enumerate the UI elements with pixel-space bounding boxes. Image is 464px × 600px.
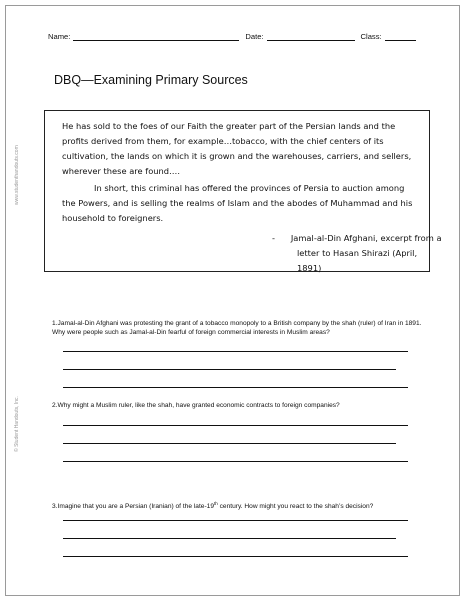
answer-line[interactable] [63, 351, 408, 352]
name-field[interactable] [73, 32, 239, 41]
class-label: Class: [360, 32, 382, 41]
ordinal-superscript: th [214, 501, 218, 506]
side-copyright-text: © Student Handouts, Inc. [14, 396, 20, 452]
attribution-line-1: - Jamal-al-Din Afghani, excerpt from a [272, 233, 442, 243]
question-text-end: century. How might you react to the shah’s decision? [217, 503, 374, 511]
date-field[interactable] [267, 32, 355, 41]
source-attribution [272, 231, 442, 276]
source-paragraph-2: In short, this criminal has offered the provinces of Persia to auction among the Powers, and is selling the realms of Islam and the abodes of Muhammad and his household to foreigners. [62, 183, 413, 223]
answer-line[interactable] [63, 425, 408, 426]
question-number: 3. [52, 503, 58, 511]
source-paragraph-1: He has sold to the foes of our Faith the greater part of the Persian lands and the profits derived from them, for example…tobacco, with the chief centers of its cultivation, the lands on which it is grown and the warehouses, carriers, and sellers, wherever these are found…. [62, 121, 412, 176]
question-number: 1. [52, 320, 58, 327]
answer-line[interactable] [63, 387, 408, 388]
side-url-text: www.studenthandouts.com [14, 145, 20, 205]
answer-line[interactable] [63, 461, 408, 462]
worksheet-page [5, 5, 460, 596]
answer-line[interactable] [63, 369, 396, 370]
question-3 [52, 499, 432, 511]
name-label: Name: [48, 32, 71, 41]
question-number: 2. [52, 402, 58, 409]
question-text-start: Imagine that you are a Persian (Iranian) of the late-19 [57, 503, 215, 511]
answer-line[interactable] [63, 538, 396, 539]
answer-line[interactable] [63, 556, 408, 557]
answer-line[interactable] [63, 443, 396, 444]
answer-line[interactable] [63, 520, 408, 521]
question-text: Why might a Muslim ruler, like the shah, have granted economic contracts to foreign companies? [57, 402, 340, 409]
attribution-line-2: letter to Hasan Shirazi (April, 1891) [297, 248, 418, 273]
question-1 [52, 319, 432, 337]
date-label: Date: [245, 32, 264, 41]
question-2 [52, 401, 432, 410]
primary-source-box [44, 110, 442, 273]
class-field[interactable] [385, 32, 416, 41]
question-text: Jamal-al-Din Afghani was protesting the grant of a tobacco monopoly to a British company by the shah (ruler) of Iran in 1891. Why were people such as Jamal-al-Din fearful of foreign commercial interests in Muslim areas? [52, 320, 422, 336]
header-fields [48, 32, 416, 41]
worksheet-title: DBQ—Examining Primary Sources [54, 73, 248, 87]
